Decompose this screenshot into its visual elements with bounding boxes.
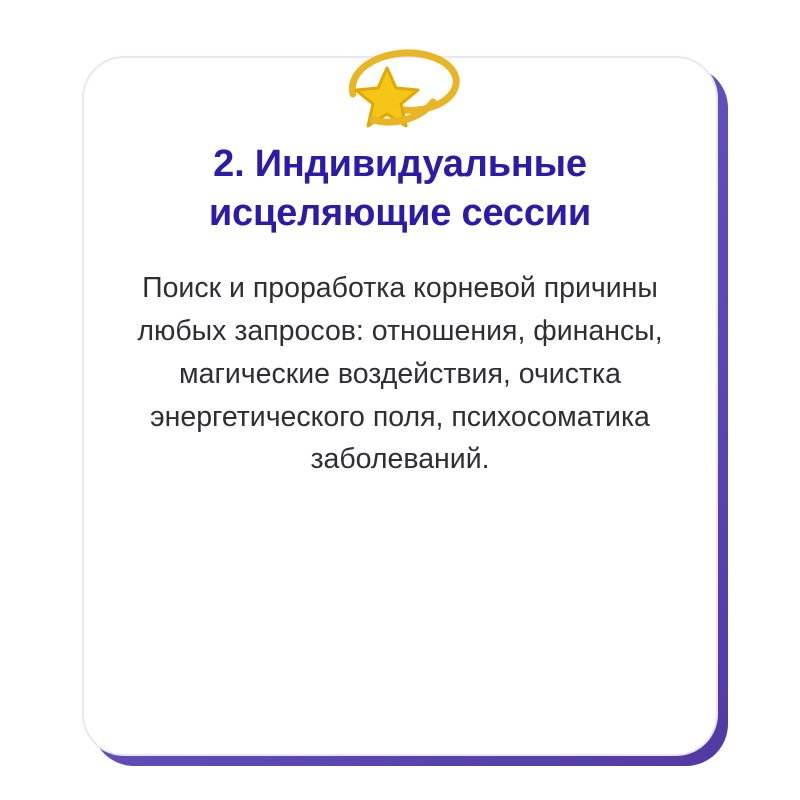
- slide-body-text: Поиск и проработка корневой причины любых запросов: отношения, финансы, магические воздействия, очистка энергетического поля, психосоматика заболеваний.: [137, 272, 663, 476]
- content-card: [82, 56, 718, 756]
- slide-title: 2. Индивидуальные исцеляющие сессии: [208, 143, 592, 234]
- card-content: [84, 58, 716, 754]
